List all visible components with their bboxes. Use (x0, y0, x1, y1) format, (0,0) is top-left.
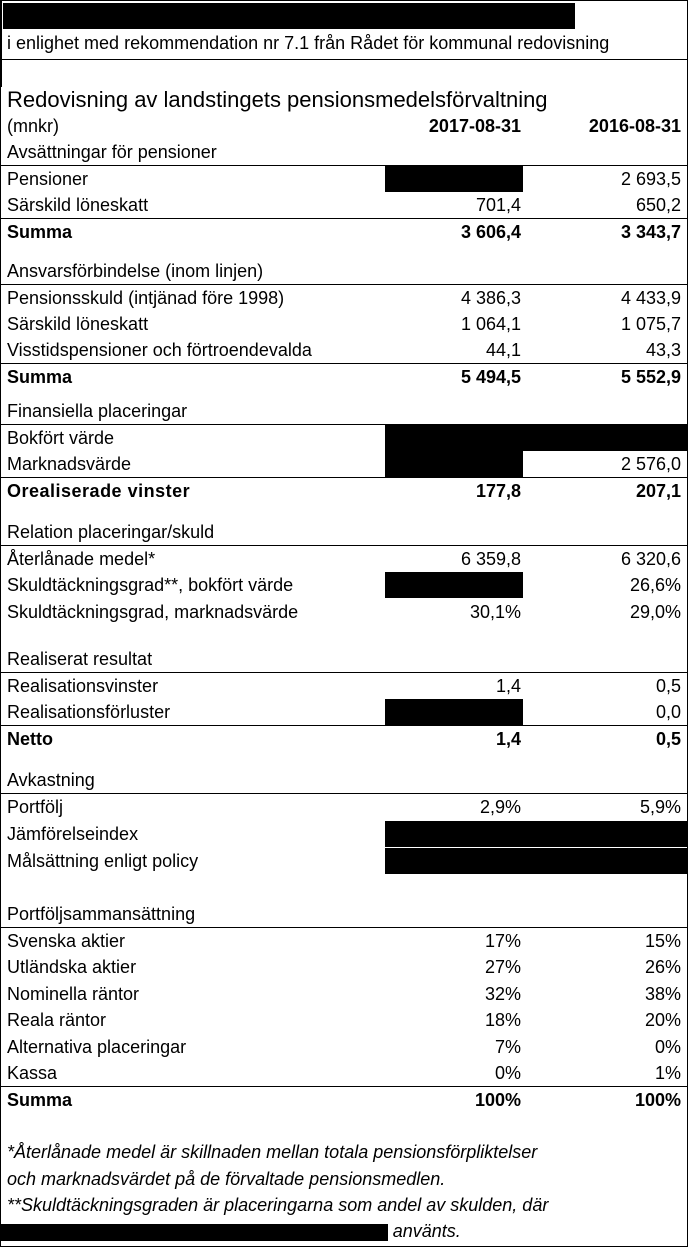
row-value-2016: 29,0% (629, 602, 681, 622)
footnote-line (1, 1139, 687, 1165)
table-row (1, 821, 687, 847)
sum-value-2016: 3 343,7 (620, 222, 681, 242)
table-row (1, 928, 687, 954)
footnote-text: och marknadsvärdet på de förvaltade pensionsmedlen. (7, 1169, 446, 1189)
footnote-text: *Återlånade medel är skillnaden mellan totala pensionsförpliktelser (7, 1142, 538, 1162)
section-heading-finansiella (1, 398, 687, 424)
table-row (1, 192, 687, 218)
sum-label: Summa (7, 222, 73, 242)
row-value-2016: 0% (654, 1037, 681, 1057)
footnote-text (1, 1218, 461, 1246)
table-row (1, 1060, 687, 1086)
row-value-2016: 1% (654, 1063, 681, 1083)
section-heading-label: Avsättningar för pensioner (7, 142, 217, 162)
sum-value-2016: 5 552,9 (620, 367, 681, 387)
row-label: Skuldtäckningsgrad**, bokfört värde (7, 575, 294, 595)
row-label: Svenska aktier (7, 931, 126, 951)
main-title: Redovisning av landstingets pensionsmedelsförvaltning (7, 87, 548, 112)
section-heading-label: Finansiella placeringar (7, 401, 188, 421)
row-value-2017: 17% (484, 931, 521, 951)
row-value-2016: 5,9% (639, 797, 681, 817)
section-heading-realiserat (1, 646, 687, 672)
unit-label: (mnkr) (7, 116, 59, 136)
row-value-2017: 6 359,8 (460, 549, 521, 569)
row-value-2017: 1 064,1 (460, 314, 521, 334)
row-label: Alternativa placeringar (7, 1037, 187, 1057)
section-heading-ansvar (1, 258, 687, 284)
row-label: Kassa (7, 1063, 58, 1083)
row-value-2017-redacted: 0,7% (385, 821, 523, 847)
row-value-2017: 30,1% (469, 602, 521, 622)
row-value-2016: 26,6% (629, 575, 681, 595)
row-label: Nominella räntor (7, 984, 140, 1004)
row-value-2017-redacted: 2 905,0 (385, 166, 523, 192)
row-label: Jämförelseindex (7, 824, 139, 844)
redacted-footnote-text: placeringarnas bokförda värde respektive marknadsvärde (3, 1224, 386, 1241)
sum-row (1, 1087, 687, 1113)
row-value-2016: 43,3 (645, 340, 681, 360)
row-value-2017-redacted: 0 (385, 699, 523, 725)
sum-value-2017: 100% (474, 1090, 521, 1110)
row-label: Målsättning enligt policy (7, 851, 199, 871)
row-value-2017: 27% (484, 957, 521, 977)
redacted-title-row (1, 3, 687, 29)
header-left-rule (1, 1, 2, 87)
row-label: Pensioner (7, 169, 89, 189)
section-heading-avkastning (1, 767, 687, 793)
table-row (1, 572, 687, 598)
sum-value-2017: 3 606,4 (460, 222, 521, 242)
row-value-2017: 0% (494, 1063, 521, 1083)
section-heading-relation (1, 519, 687, 545)
row-value-2016: 0,5 (655, 676, 681, 696)
sum-label: Netto (7, 729, 53, 749)
row-value-2017: 18% (484, 1010, 521, 1030)
table-row (1, 451, 687, 477)
row-label: Reala räntor (7, 1010, 107, 1030)
row-value-2017-redacted: 2 563,2 (385, 425, 523, 451)
row-value-2016: 26% (644, 957, 681, 977)
row-value-2016: 650,2 (635, 195, 681, 215)
row-label: Realisationsförluster (7, 702, 171, 722)
row-label: Realisationsvinster (7, 676, 159, 696)
footnote-text: **Skuldtäckningsgraden är placeringarna som andel av skulden, där (7, 1195, 549, 1215)
row-value-2016: 15% (644, 931, 681, 951)
header-divider (1, 59, 687, 60)
row-value-2017: 4 386,3 (460, 288, 521, 308)
table-row (1, 1034, 687, 1060)
row-label: Särskild löneskatt (7, 314, 149, 334)
table-row (1, 794, 687, 820)
row-value-2017: 32% (484, 984, 521, 1004)
section-heading-label: Ansvarsförbindelse (inom linjen) (7, 261, 264, 281)
row-value-2016: 4 433,9 (620, 288, 681, 308)
table-row (1, 311, 687, 337)
row-value-2017-redacted: 2 741,1 (385, 451, 523, 477)
table-row (1, 699, 687, 725)
sum-row (1, 219, 687, 245)
footnote-line (1, 1192, 687, 1218)
table-row (1, 425, 687, 451)
sum-value-2017: 5 494,5 (460, 367, 521, 387)
section-heading-label: Portföljsammansättning (7, 904, 196, 924)
column-header-row (1, 113, 687, 139)
table-row (1, 848, 687, 874)
row-value-2016: 2 576,0 (620, 454, 681, 474)
sum-label: Summa (7, 1090, 73, 1110)
sum-label: Summa (7, 367, 73, 387)
row-value-2016-redacted: 2 368,8 (523, 425, 687, 451)
section-heading-avsattningar (1, 139, 687, 165)
subtitle: i enlighet med rekommendation nr 7.1 från Rådet för kommunal redovisning (7, 33, 610, 53)
table-row (1, 673, 687, 699)
table-row (1, 954, 687, 980)
row-value-2016-redacted: 5,3% (523, 821, 687, 847)
row-value-2016: 6 320,6 (620, 549, 681, 569)
row-value-2016: 38% (644, 984, 681, 1004)
row-value-2017: 7% (494, 1037, 521, 1057)
table-row (1, 599, 687, 625)
row-label: Särskild löneskatt (7, 195, 149, 215)
section-heading-portfolj (1, 901, 687, 927)
table-row (1, 1007, 687, 1033)
table-row (1, 546, 687, 572)
row-value-2017-redacted: 3,1% (385, 848, 523, 874)
section-heading-label: Realiserat resultat (7, 649, 153, 669)
row-label: Visstidspensioner och förtroendevalda (7, 340, 312, 360)
subtitle-row (1, 30, 687, 56)
row-value-2017: 701,4 (475, 195, 521, 215)
row-label: Återlånade medel* (7, 549, 156, 569)
sum-value-2017: 1,4 (495, 729, 521, 749)
main-title-row (1, 86, 687, 114)
row-value-2016: 20% (644, 1010, 681, 1030)
sum-row (1, 726, 687, 752)
row-label: Pensionsskuld (intjänad före 1998) (7, 288, 285, 308)
row-label: Skuldtäckningsgrad, marknadsvärde (7, 602, 299, 622)
footnote-line (1, 1166, 687, 1192)
row-value-2016: 2 693,5 (620, 169, 681, 189)
table-row (1, 166, 687, 192)
table-row (1, 981, 687, 1007)
table-row (1, 337, 687, 363)
section-heading-label: Relation placeringar/skuld (7, 522, 215, 542)
col2-header: 2016-08-31 (588, 116, 681, 136)
row-value-2016: 1 075,7 (620, 314, 681, 334)
section-heading-label: Avkastning (7, 770, 95, 790)
sum-value-2016: 207,1 (635, 481, 681, 501)
sum-row (1, 364, 687, 390)
row-value-2017: 44,1 (485, 340, 521, 360)
row-value-2017-redacted: 28,2% (385, 572, 523, 598)
table-row (1, 285, 687, 311)
redacted-title: Nedan redovisas upplysningar om pensionsmedel och pensionsförpliktelser (3, 3, 575, 29)
sum-label: Orealiserade vinster (7, 481, 191, 501)
sum-value-2017: 177,8 (475, 481, 521, 501)
row-label: Utländska aktier (7, 957, 137, 977)
row-value-2017: 2,9% (479, 797, 521, 817)
row-value-2016-redacted: 1,9% (523, 848, 687, 874)
row-label: Bokfört värde (7, 428, 115, 448)
row-label: Marknadsvärde (7, 454, 132, 474)
row-value-2017: 1,4 (495, 676, 521, 696)
sum-row (1, 478, 687, 504)
footnote-line (1, 1218, 687, 1244)
row-label: Portfölj (7, 797, 64, 817)
row-value-2016: 0,0 (655, 702, 681, 722)
col1-header: 2017-08-31 (428, 116, 521, 136)
sum-value-2016: 100% (634, 1090, 681, 1110)
sum-value-2016: 0,5 (655, 729, 681, 749)
footnote-tail: använts. (387, 1221, 461, 1241)
